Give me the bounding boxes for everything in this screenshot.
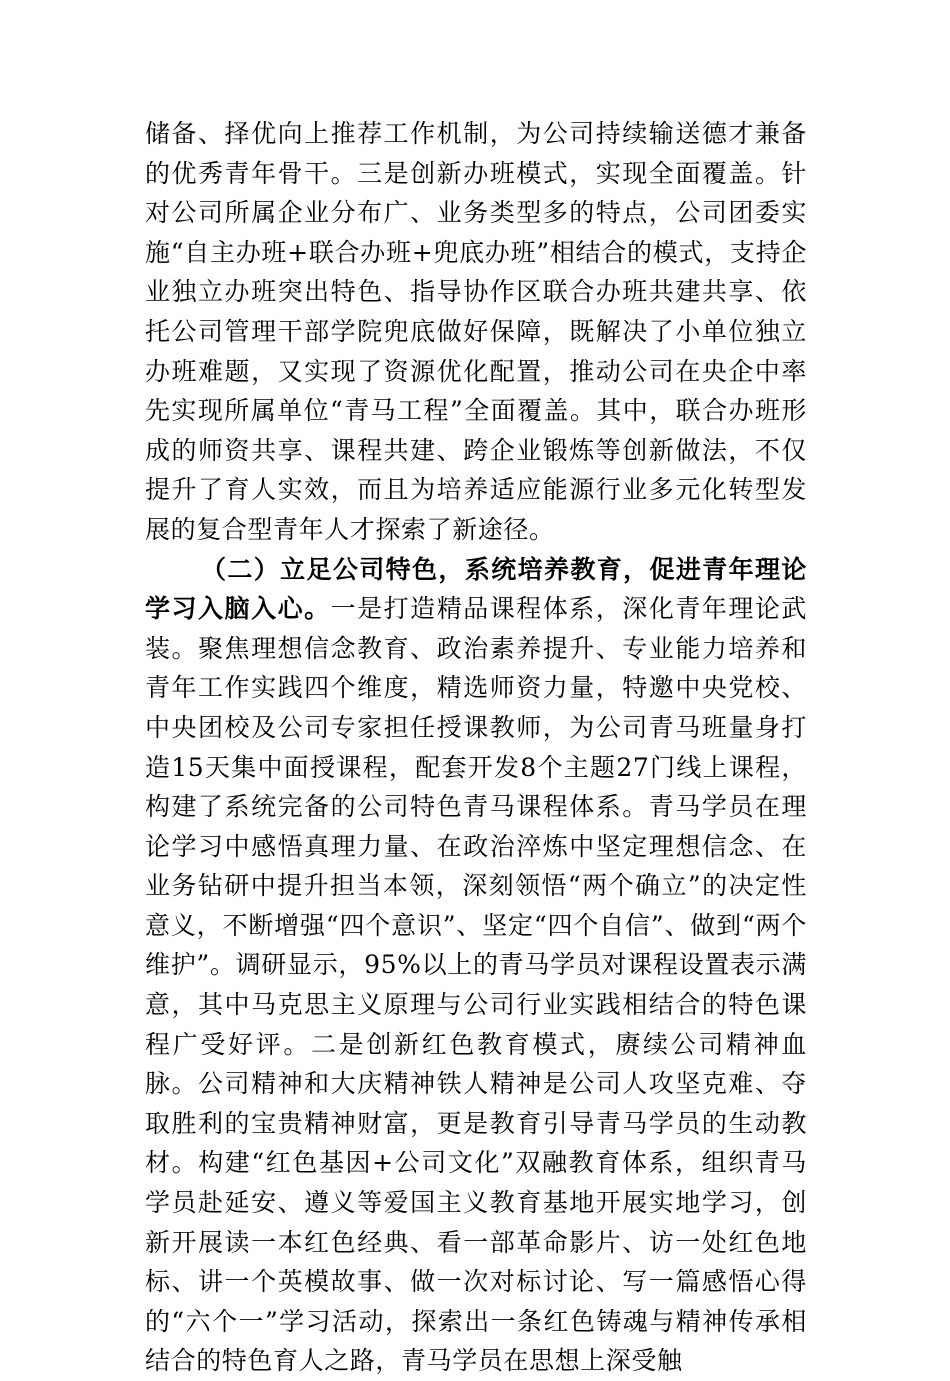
paragraph-section-2 bbox=[145, 550, 807, 1381]
section-2-heading: （二）立足公司特色，系统培养教育，促进青年理论学习入脑入心。 bbox=[145, 554, 807, 624]
paragraph-work-mechanism: 储备、择优向上推荐工作机制，为公司持续输送德才兼备的优秀青年骨干。三是创新办班模式，实现全面覆盖。针对公司所属企业分布广、业务类型多的特点，公司团委实施“自主办班+联合办班+兜底办班”相结合的模式，支持企业独立办班突出特色、指导协作区联合办班共建共享、依托公司管理干部学院兜底做好保障，既解决了小单位独立办班难题，又实现了资源优化配置，推动公司在央企中率先实现所属单位“青马工程”全面覆盖。其中，联合办班形成的师资共享、课程共建、跨企业锻炼等创新做法，不仅提升了育人实效，而且为培养适应能源行业多元化转型发展的复合型青年人才探索了新途径。 bbox=[145, 119, 807, 544]
section-2-body: 一是打造精品课程体系，深化青年理论武装。聚焦理想信念教育、政治素养提升、专业能力培养和青年工作实践四个维度，精选师资力量，特邀中央党校、中央团校及公司专家担任授课教师，为公司青马班量身打造15天集中面授课程，配套开发8个主题27门线上课程，构建了系统完备的公司特色青马课程体系。青马学员在理论学习中感悟真理力量、在政治淬炼中坚定理想信念、在业务钻研中提升担当本领，深刻领悟“两个确立”的决定性意义，不断增强“四个意识”、坚定“四个自信”、做到“两个维护”。调研显示，95%以上的青马学员对课程设置表示满意，其中马克思主义原理与公司行业实践相结合的特色课程广受好评。二是创新红色教育模式，赓续公司精神血脉。公司精神和大庆精神铁人精神是公司人攻坚克难、夺取胜利的宝贵精神财富，更是教育引导青马学员的生动教材。构建“红色基因+公司文化”双融教育体系，组织青马学员赴延安、遵义等爱国主义教育基地开展实地学习，创新开展读一本红色经典、看一部革命影片、访一处红色地标、讲一个英模故事、做一次对标讨论、写一篇感悟心得的“六个一”学习活动，探索出一条红色铸魂与精神传承相结合的特色育人之路，青马学员在思想上深受触 bbox=[145, 594, 807, 1376]
document-page bbox=[145, 114, 807, 1381]
